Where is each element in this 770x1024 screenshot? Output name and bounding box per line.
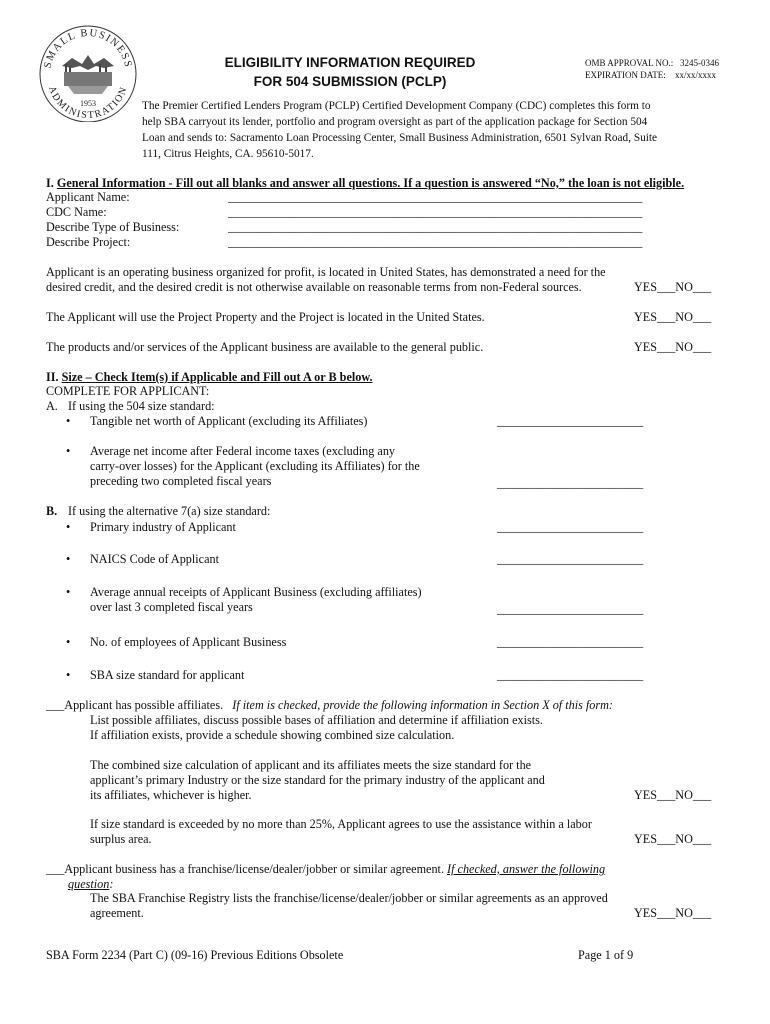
yes-no-public-availability[interactable]: YES___NO___: [634, 340, 712, 354]
project-field[interactable]: ____________________________________________________________________: [228, 235, 643, 249]
tangible-net-worth-field[interactable]: ________________________: [497, 414, 644, 428]
footer-page-number: Page 1 of 9: [578, 948, 634, 962]
section1-heading: I. General Information - Fill out all blanks and answer all questions. If a question is answered “No,” the loan is not eligible.: [46, 176, 685, 190]
question-public-availability: The products and/or services of the Applicant business are available to the general public.: [46, 340, 484, 354]
franchise-checkbox[interactable]: ___Applicant business has a franchise/license/dealer/jobber or similar agreement. If checked, answer the following: [46, 862, 606, 876]
section2-heading: II. Size – Check Item(s) if Applicable and Fill out A or B below.: [46, 370, 373, 384]
intro-line: help SBA carryout its lender, portfolio and program oversight as part of the application package for Section 504: [142, 116, 648, 128]
yes-no-franchise-registry[interactable]: YES___NO___: [634, 906, 712, 920]
naics-code-field[interactable]: ________________________: [497, 552, 644, 566]
complete-for-applicant: COMPLETE FOR APPLICANT:: [46, 384, 210, 398]
question-operating-business: Applicant is an operating business organized for profit, is located in United States, has demonstrated a need for the: [46, 265, 606, 279]
svg-text:SMALL BUSINESS: SMALL BUSINESS: [42, 27, 134, 70]
yes-no-operating-business[interactable]: YES___NO___: [634, 280, 712, 294]
bullet: •: [66, 520, 71, 534]
expiration-label: EXPIRATION DATE:: [585, 70, 666, 80]
employees-label: No. of employees of Applicant Business: [90, 635, 287, 649]
avg-net-income-label-cont: carry-over losses) for the Applicant (excluding its Affiliates) for the: [90, 459, 420, 473]
affiliates-checkbox[interactable]: ___Applicant has possible affiliates. If item is checked, provide the following information in Section X of this form:: [46, 698, 613, 712]
cdc-name-field[interactable]: ____________________________________________________________________: [228, 205, 643, 219]
applicant-name-field[interactable]: ____________________________________________________________________: [228, 190, 643, 204]
franchise-registry-text: The SBA Franchise Registry lists the franchise/license/dealer/jobber or similar agreements as an approved: [90, 891, 608, 905]
question-project-property: The Applicant will use the Project Property and the Project is located in the United States.: [46, 310, 485, 324]
bullet: •: [66, 552, 71, 566]
bullet: •: [66, 444, 71, 458]
bullet: •: [66, 414, 71, 428]
yes-no-size-exceeded[interactable]: YES___NO___: [634, 832, 712, 846]
option-a-label: A.: [46, 399, 58, 413]
franchise-registry-text: agreement.: [90, 906, 144, 920]
form-title-line1: ELIGIBILITY INFORMATION REQUIRED: [224, 55, 476, 70]
cdc-name-label: CDC Name:: [46, 205, 107, 219]
expiration-value: xx/xx/xxxx: [675, 70, 717, 80]
yes-no-combined-size[interactable]: YES___NO___: [634, 788, 712, 802]
bullet: •: [66, 635, 71, 649]
avg-annual-receipts-field[interactable]: ________________________: [497, 602, 644, 616]
omb-label: OMB APPROVAL NO.:: [585, 58, 674, 68]
form-title-line2: FOR 504 SUBMISSION (PCLP): [253, 74, 447, 89]
svg-text:1953: 1953: [80, 99, 96, 108]
question-operating-business-cont: desired credit, and the desired credit is not otherwise available on reasonable terms from non-Federal sources.: [46, 280, 582, 294]
affiliates-instruction: List possible affiliates, discuss possible bases of affiliation and determine if affiliation exists.: [90, 713, 543, 727]
intro-line: The Premier Certified Lenders Program (PCLP) Certified Development Company (CDC) completes this form to: [142, 100, 651, 112]
option-b-text: If using the alternative 7(a) size standard:: [68, 504, 271, 518]
applicant-name-label: Applicant Name:: [46, 190, 130, 204]
svg-text:ADMINISTRATION: ADMINISTRATION: [46, 84, 130, 122]
combined-size-text: applicant’s primary Industry or the size standard for the primary industry of the applicant and: [90, 773, 545, 787]
bullet: •: [66, 668, 71, 682]
avg-net-income-field[interactable]: ________________________: [497, 476, 644, 490]
intro-line: 111, Citrus Heights, CA. 95610-5017.: [142, 148, 314, 160]
avg-net-income-label-cont: preceding two completed fiscal years: [90, 474, 272, 488]
bullet: •: [66, 585, 71, 599]
tangible-net-worth-label: Tangible net worth of Applicant (excluding its Affiliates): [90, 414, 368, 428]
avg-annual-receipts-label: Average annual receipts of Applicant Business (excluding affiliates): [90, 585, 422, 599]
primary-industry-field[interactable]: ________________________: [497, 520, 644, 534]
size-standard-label: SBA size standard for applicant: [90, 668, 245, 682]
combined-size-text: The combined size calculation of applicant and its affiliates meets the size standard for the: [90, 758, 532, 772]
yes-no-project-property[interactable]: YES___NO___: [634, 310, 712, 324]
size-exceeded-text: surplus area.: [90, 832, 152, 846]
option-a-text: If using the 504 size standard:: [68, 399, 215, 413]
franchise-question-label: question:: [68, 877, 114, 891]
intro-line: Loan and sends to: Sacramento Loan Processing Center, Small Business Administration, 6501 Sylvan Road, Suite: [142, 132, 658, 144]
size-standard-field[interactable]: ________________________: [497, 668, 644, 682]
omb-value: 3245-0346: [680, 58, 719, 68]
avg-net-income-label: Average net income after Federal income taxes (excluding any: [90, 444, 396, 458]
size-exceeded-text: If size standard is exceeded by no more than 25%, Applicant agrees to use the assistance within a labor: [90, 817, 592, 831]
affiliates-instruction: If affiliation exists, provide a schedule showing combined size calculation.: [90, 728, 455, 742]
project-label: Describe Project:: [46, 235, 131, 249]
employees-field[interactable]: ________________________: [497, 635, 644, 649]
primary-industry-label: Primary industry of Applicant: [90, 520, 236, 534]
combined-size-text: its affiliates, whichever is higher.: [90, 788, 252, 802]
sba-seal-logo: [38, 22, 138, 122]
footer-form-id: SBA Form 2234 (Part C) (09-16) Previous Editions Obsolete: [46, 948, 344, 962]
business-type-label: Describe Type of Business:: [46, 220, 180, 234]
avg-annual-receipts-label-cont: over last 3 completed fiscal years: [90, 600, 253, 614]
option-b-label: B.: [46, 504, 58, 518]
naics-code-label: NAICS Code of Applicant: [90, 552, 219, 566]
business-type-field[interactable]: ____________________________________________________________________: [228, 220, 643, 234]
